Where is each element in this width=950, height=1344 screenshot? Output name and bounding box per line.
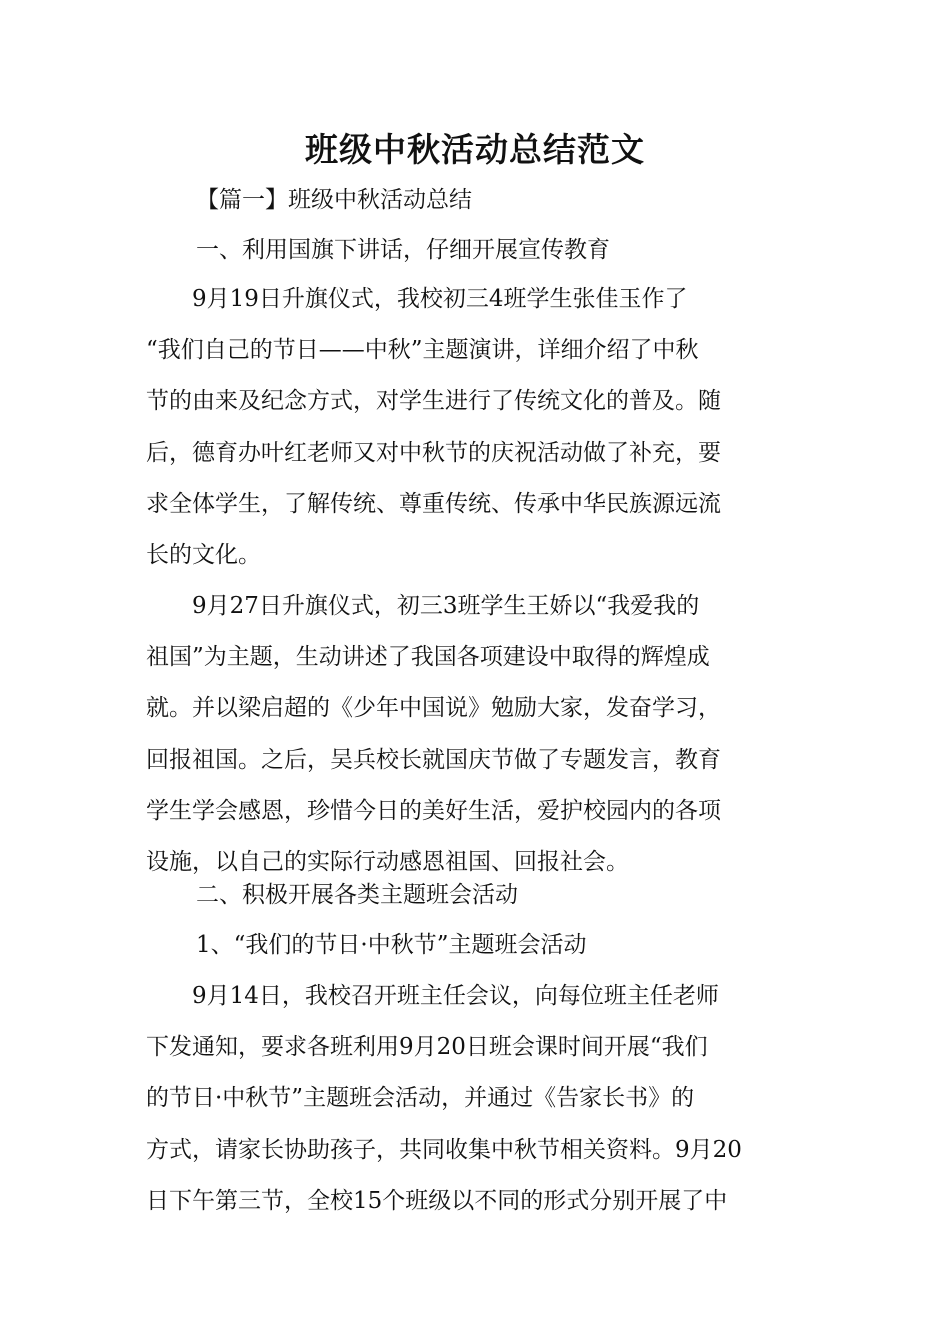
paragraph-line: 9月27日升旗仪式，初三3班学生王娇以“我爱我的 xyxy=(192,593,700,619)
paragraph-line: 就。并以梁启超的《少年中国说》勉励大家，发奋学习， xyxy=(146,695,721,722)
heading-1: 一、利用国旗下讲话，仔细开展宣传教育 xyxy=(196,237,610,263)
paragraph-line: 9月19日升旗仪式，我校初三4班学生张佳玉作了 xyxy=(192,286,688,312)
paragraph-line: 学生学会感恩，珍惜今日的美好生活，爱护校园内的各项 xyxy=(146,797,721,824)
paragraph-line: 节的由来及纪念方式，对学生进行了传统文化的普及。随 xyxy=(146,388,721,415)
paragraph-line: 日下午第三节，全校15个班级以不同的形式分别开展了中 xyxy=(146,1187,728,1214)
heading-3: 1、“我们的节日·中秋节”主题班会活动 xyxy=(196,932,587,958)
paragraph-line: “我们自己的节日——中秋”主题演讲，详细介绍了中秋 xyxy=(146,337,699,364)
paragraph-line: 的节日·中秋节”主题班会活动，并通过《告家长书》的 xyxy=(146,1085,695,1112)
paragraph-line: 祖国”为主题，生动讲述了我国各项建设中取得的辉煌成 xyxy=(146,644,710,671)
paragraph-line: 后，德育办叶红老师又对中秋节的庆祝活动做了补充，要 xyxy=(146,439,721,466)
paragraph-line: 长的文化。 xyxy=(146,542,261,569)
paragraph-1 xyxy=(146,274,808,581)
paragraph-2 xyxy=(146,581,808,888)
section-label: 【篇一】班级中秋活动总结 xyxy=(196,187,472,213)
paragraph-3 xyxy=(146,971,808,1227)
paragraph-line: 求全体学生，了解传统、尊重传统、传承中华民族源远流 xyxy=(146,490,721,517)
paragraph-line: 下发通知，要求各班利用9月20日班会课时间开展“我们 xyxy=(146,1034,708,1061)
paragraph-line: 设施，以自己的实际行动感恩祖国、回报社会。 xyxy=(146,849,629,876)
paragraph-line: 方式，请家长协助孩子，共同收集中秋节相关资料。9月20 xyxy=(146,1136,742,1163)
paragraph-line: 9月14日，我校召开班主任会议，向每位班主任老师 xyxy=(192,983,719,1009)
document-title: 班级中秋活动总结范文 xyxy=(305,130,645,169)
paragraph-line: 回报祖国。之后，吴兵校长就国庆节做了专题发言，教育 xyxy=(146,746,721,773)
heading-2: 二、积极开展各类主题班会活动 xyxy=(196,882,518,908)
